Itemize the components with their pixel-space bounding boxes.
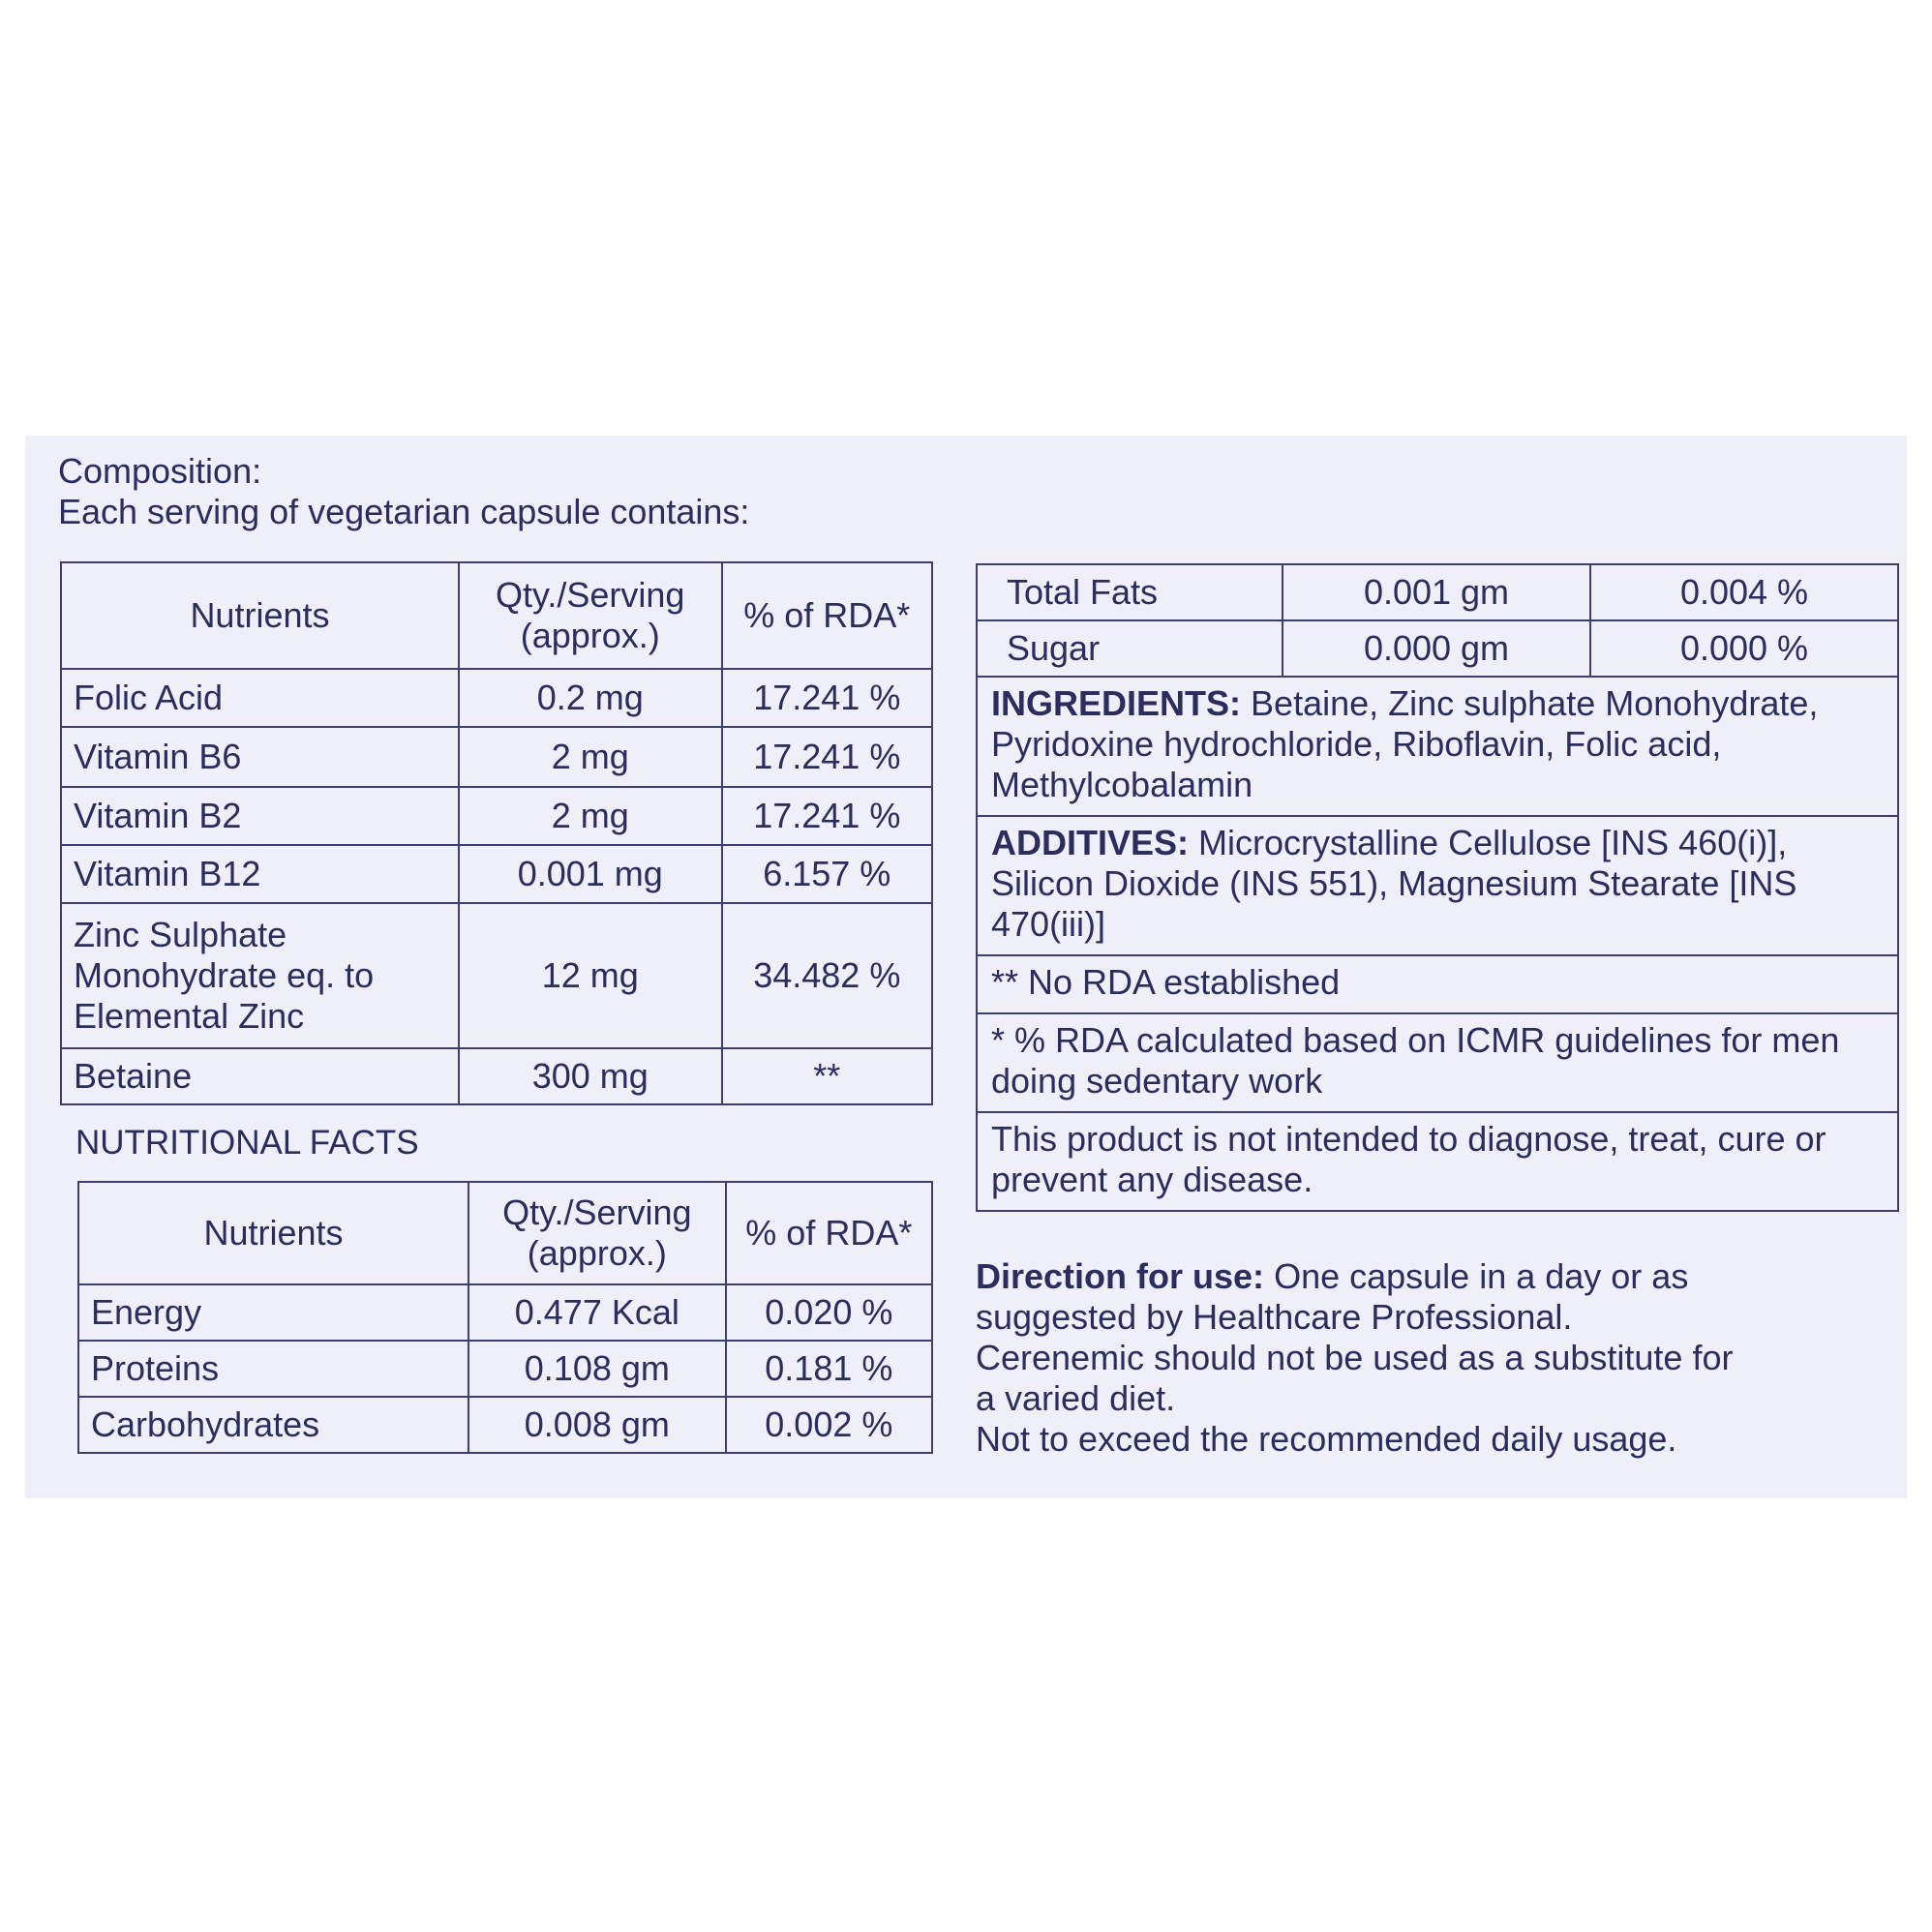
additives-label: ADDITIVES:	[991, 823, 1190, 862]
header-nutrients: Nutrients	[78, 1182, 468, 1284]
nutrient-qty: 0.008 gm	[468, 1397, 726, 1453]
table-row	[78, 1397, 932, 1453]
table-row	[61, 787, 932, 845]
no-rda-note: ** No RDA established	[978, 956, 1897, 1014]
composition-title: Composition:	[58, 451, 262, 491]
nutrient-name: Sugar	[978, 621, 1283, 676]
nutrient-rda: 34.482 %	[722, 903, 932, 1048]
nutrient-name: Folic Acid	[61, 669, 459, 727]
nutrient-rda: 17.241 %	[722, 669, 932, 727]
nutrient-rda: 6.157 %	[722, 845, 932, 903]
nutrient-name: Carbohydrates	[78, 1397, 468, 1453]
direction-line-3: Not to exceed the recommended daily usage.	[976, 1419, 1677, 1459]
nutrient-name: Proteins	[78, 1341, 468, 1397]
nutrient-name: Zinc Sulphate Monohydrate eq. to Elemental Zinc	[61, 903, 459, 1048]
table-row	[61, 845, 932, 903]
ingredients-section	[978, 678, 1897, 817]
direction-line-1	[976, 1256, 1847, 1338]
nutrient-rda: 0.004 %	[1679, 572, 1809, 612]
composition-table	[60, 561, 933, 1105]
nutritional-facts-table	[77, 1181, 933, 1454]
nutritional-facts-title: NUTRITIONAL FACTS	[75, 1124, 419, 1162]
table-row	[978, 565, 1897, 621]
nutrient-rda: 0.000 %	[1679, 628, 1809, 668]
nutrient-qty: 300 mg	[459, 1048, 722, 1104]
table-row	[61, 1048, 932, 1104]
nutrient-name: Energy	[78, 1284, 468, 1341]
ingredients-text: Betaine, Zinc sulphate Monohydrate, Pyridoxine hydrochloride, Riboflavin, Folic acid, Methylcobalamin	[991, 683, 1819, 804]
nutrient-name: Vitamin B12	[61, 845, 459, 903]
nutrient-rda: 17.241 %	[722, 787, 932, 845]
nutrient-rda: 17.241 %	[722, 727, 932, 787]
disclaimer: This product is not intended to diagnose, treat, cure or prevent any disease.	[991, 1119, 1826, 1199]
right-info-box	[976, 563, 1899, 1212]
nutrient-qty: 2 mg	[459, 787, 722, 845]
nutrient-qty: 0.477 Kcal	[468, 1284, 726, 1341]
table-row	[78, 1341, 932, 1397]
label-panel	[25, 436, 1907, 1498]
nutrient-rda: 0.181 %	[726, 1341, 932, 1397]
table-row	[61, 669, 932, 727]
nutrient-name: Betaine	[61, 1048, 459, 1104]
header-rda: % of RDA*	[726, 1182, 932, 1284]
ingredients-label: INGREDIENTS:	[991, 683, 1242, 723]
direction-label: Direction for use:	[976, 1256, 1265, 1296]
header-rda: % of RDA*	[722, 562, 932, 669]
nutrient-rda: 0.002 %	[726, 1397, 932, 1453]
direction-section	[976, 1256, 1847, 1460]
nutrient-qty: 12 mg	[459, 903, 722, 1048]
nutrient-name: Vitamin B2	[61, 787, 459, 845]
header-qty: Qty./Serving (approx.)	[468, 1182, 726, 1284]
nutrient-qty: 0.001 gm	[1283, 565, 1591, 619]
header-qty: Qty./Serving (approx.)	[459, 562, 722, 669]
table-row	[978, 621, 1897, 678]
table-row	[78, 1284, 932, 1341]
table-header-row	[78, 1182, 932, 1284]
nutrient-rda: **	[722, 1048, 932, 1104]
nutrient-qty: 0.001 mg	[459, 845, 722, 903]
nutrient-qty: 0.108 gm	[468, 1341, 726, 1397]
direction-text: One capsule in a day or as suggested by Healthcare Professional.	[976, 1256, 1689, 1337]
table-row	[61, 727, 932, 787]
nutrient-rda: 0.020 %	[726, 1284, 932, 1341]
direction-line-2: Cerenemic should not be used as a substitute for a varied diet.	[976, 1338, 1734, 1418]
nutrient-qty: 0.2 mg	[459, 669, 722, 727]
table-row	[61, 903, 932, 1048]
nutrient-name: Total Fats	[978, 565, 1283, 619]
table-header-row	[61, 562, 932, 669]
composition-subtitle: Each serving of vegetarian capsule contains:	[58, 492, 750, 531]
additives-section	[978, 817, 1897, 956]
nutrient-name: Vitamin B6	[61, 727, 459, 787]
nutrient-qty: 2 mg	[459, 727, 722, 787]
additives-text: Microcrystalline Cellulose [INS 460(i)], Silicon Dioxide (INS 551), Magnesium Stearate [INS 470(iii)]	[991, 823, 1797, 944]
header-nutrients: Nutrients	[61, 562, 459, 669]
nutrient-qty: 0.000 gm	[1283, 621, 1591, 676]
rda-note: * % RDA calculated based on ICMR guidelines for men doing sedentary work	[978, 1014, 1897, 1113]
